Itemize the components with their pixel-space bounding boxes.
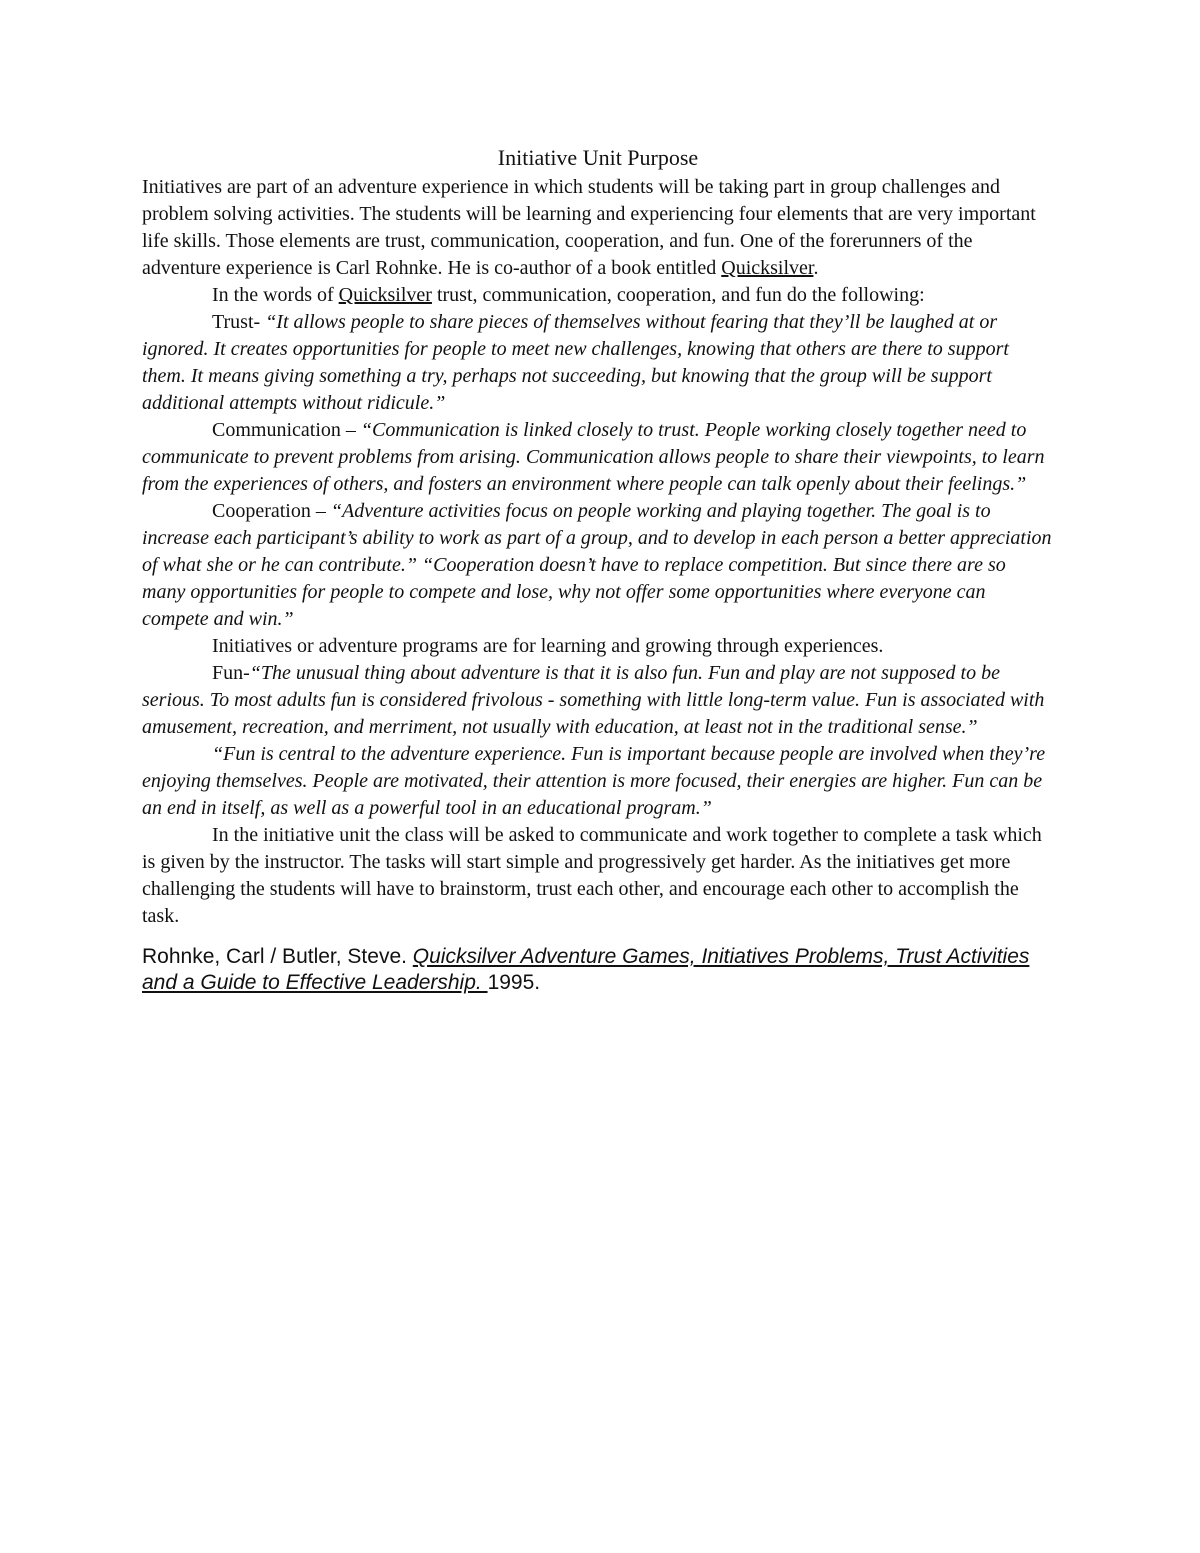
intro-end: . — [813, 257, 819, 279]
intro-paragraph — [142, 174, 1054, 282]
words-intro-before: In the words of — [212, 284, 339, 306]
citation-book-title-text: Quicksilver Adventure Games, Initiatives Problems, Trust Activities and a Guide to Effective Leadership. — [142, 945, 1030, 994]
page-title: Initiative Unit Purpose — [497, 145, 699, 170]
cooperation-label: Cooperation – — [212, 500, 331, 522]
communication-paragraph — [142, 417, 1054, 498]
unit-paragraph: In the initiative unit the class will be asked to communicate and work together to complete a task which is given by the instructor. The tasks will start simple and progressively get harder. As the initiatives get more challenging the students will have to brainstorm, trust each other, and encourage each other to accomplish the task. — [142, 824, 1042, 927]
fun-paragraph — [142, 660, 1054, 741]
fun-quote-2: “Fun is central to the adventure experience. Fun is important because people are involved when they’re enjoying themselves. People are motivated, their attention is more focused, their energies are higher. Fun can be an end in itself, as well as a powerful tool in an educational program.” — [142, 743, 1046, 819]
fun-paragraph-2 — [142, 741, 1054, 822]
trust-label: Trust- — [212, 311, 266, 333]
trust-paragraph — [142, 309, 1054, 417]
communication-label: Communication – — [212, 419, 361, 441]
words-intro-book: Quicksilver — [338, 284, 432, 306]
citation — [142, 944, 1054, 996]
citation-year: 1995. — [487, 971, 541, 994]
trust-quote: “It allows people to share pieces of themselves without fearing that they’ll be laughed at or ignored. It creates opportunities for people to meet new challenges, knowing that others are there to support them. It means giving something a try, perhaps not succeeding, but knowing that the group will be support additional attempts without ridicule.” — [142, 311, 1009, 414]
cooperation-paragraph — [142, 498, 1054, 633]
fun-label: Fun- — [212, 662, 250, 684]
words-intro-after: trust, communication, cooperation, and fun do the following: — [431, 284, 925, 306]
communication-quote: “Communication is linked closely to trust. People working closely together need to communicate to prevent problems from arising. Communication allows people to share their viewpoints, to learn from the experiences of others, and fosters an environment where people can talk openly about their feelings.” — [142, 419, 1045, 495]
book-title-underlined: Quicksilver — [721, 257, 814, 279]
citation-authors: Rohnke, Carl / Butler, Steve. — [142, 945, 413, 968]
document-page — [142, 142, 1054, 996]
words-intro-paragraph — [142, 282, 1054, 309]
intro-text: Initiatives are part of an adventure experience in which students will be taking part in group challenges and problem solving activities. The students will be learning and experiencing four elements that are very important life skills. Those elements are trust, communication, cooperation, and fun. One of the forerunners of the adventure experience is Carl Rohnke. He is co-author of a book entitled — [142, 176, 1036, 279]
fun-quote: “The unusual thing about adventure is that it is also fun. Fun and play are not supposed to be serious. To most adults fun is considered frivolous - something with little long-term value. Fun is associated with amusement, recreation, and merriment, not usually with education, at least not in the traditional sense.” — [142, 662, 1045, 738]
cooperation-quote: “Adventure activities focus on people working and playing together. The goal is to increase each participant’s ability to work as part of a group, and to develop in each person a better appreciation of what she or he can contribute.” “Cooperation doesn’t have to replace competition. But since there are so many opportunities for people to compete and lose, why not offer some opportunities where everyone can compete and win.” — [142, 500, 1052, 630]
programs-paragraph: Initiatives or adventure programs are for learning and growing through experiences. — [212, 635, 884, 657]
